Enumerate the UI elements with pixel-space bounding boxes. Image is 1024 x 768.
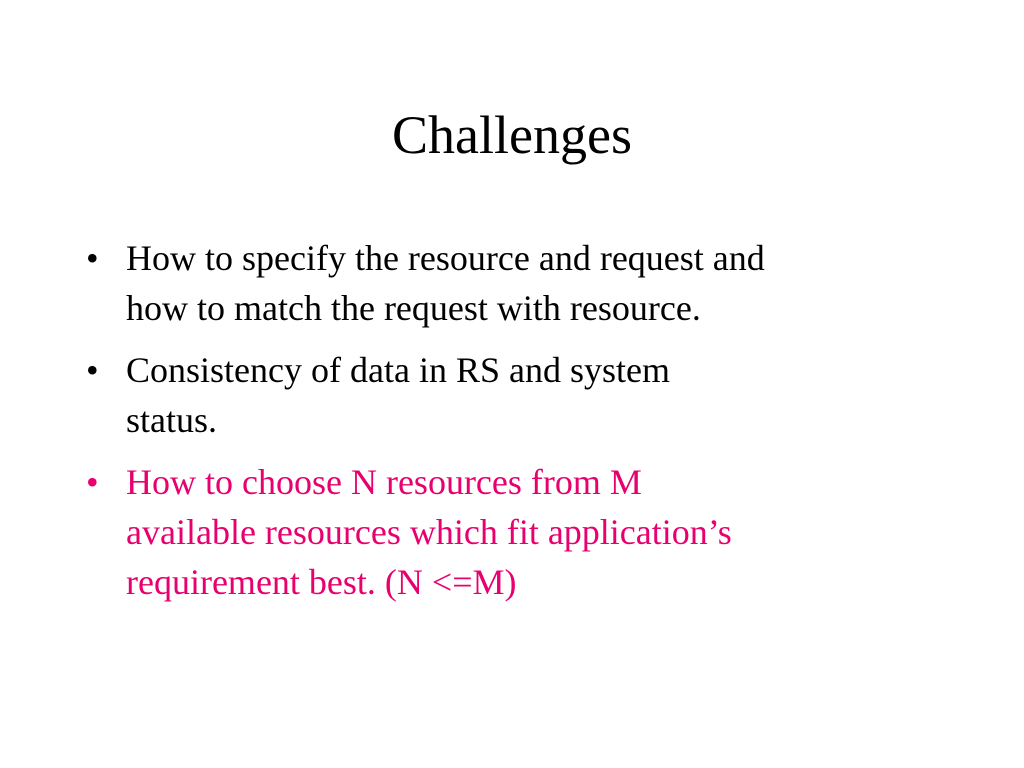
bullet-line: how to match the request with resource. [126,288,701,328]
bullet-item-consistency [86,345,956,445]
bullet-line: status. [126,400,218,440]
bullet-list [86,233,956,619]
bullet-line: Consistency of data in RS and system [126,350,670,390]
bullet-dot-icon: • [86,462,99,502]
bullet-item-choose-resources [86,457,956,607]
slide-title: Challenges [392,105,632,165]
bullet-line: How to choose N resources from M [126,462,642,502]
bullet-line: How to specify the resource and request and [126,238,765,278]
bullet-item-specify-resource [86,233,956,333]
bullet-dot-icon: • [86,350,99,390]
bullet-dot-icon: • [86,238,99,278]
bullet-line: available resources which fit application’s [126,512,732,552]
bullet-line: requirement best. (N <=M) [126,562,517,602]
